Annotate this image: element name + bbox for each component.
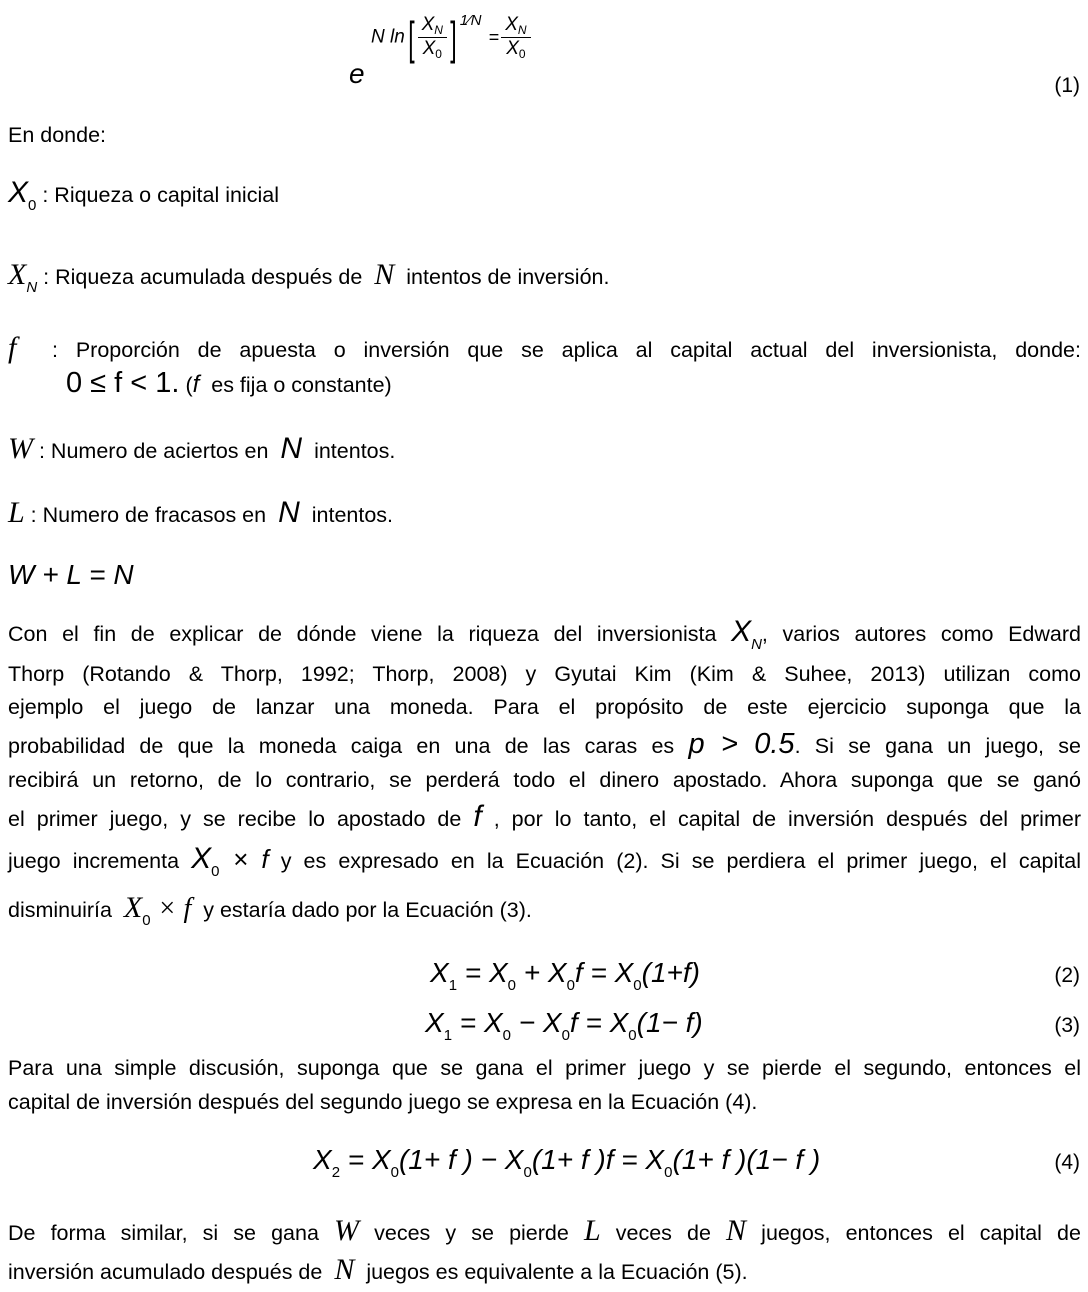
- x0-subscript: 0: [28, 197, 37, 214]
- xn-text-a: : Riqueza acumulada después de: [43, 265, 363, 289]
- def-xn: [8, 260, 1080, 295]
- para2-line2: capital de inversión después del segundo juego se expresa en la Ecuación (4).: [8, 1090, 758, 1114]
- p3-l1b: veces y se pierde: [374, 1221, 569, 1245]
- eq1-frac-den: X: [422, 38, 436, 59]
- f-text: : Proporción de apuesta o inversión que se aplica al capital actual del inversionista, donde:: [52, 338, 1081, 362]
- def-sum: [8, 560, 1080, 592]
- para3-line1: [8, 1213, 1081, 1252]
- eq2-mid2-sub: 0: [566, 977, 575, 994]
- def-l: [8, 498, 1080, 530]
- eq1-equals: =: [488, 26, 500, 47]
- para1-line6: [8, 799, 1081, 838]
- p3-l: L: [583, 1214, 601, 1247]
- l-n: N: [278, 496, 300, 529]
- eq1-frac-num: X: [421, 14, 435, 35]
- p1-l7-rest: × f: [219, 844, 269, 874]
- equation-2-number: (2): [1054, 964, 1080, 987]
- para1-line7: [8, 841, 1081, 883]
- eq4-lhs-sub: 2: [331, 1164, 341, 1181]
- p3-l1c: veces de: [615, 1221, 711, 1245]
- xn-symbol: X: [8, 258, 27, 291]
- xn-n: N: [374, 258, 395, 291]
- def-w: [8, 434, 1080, 466]
- p3-n: N: [726, 1214, 747, 1247]
- f-symbol: f: [8, 331, 17, 364]
- eq2-mid1: = X: [457, 957, 508, 988]
- p3-l1d: juegos, entonces el capital de: [761, 1221, 1081, 1245]
- p1-l4-math: p > 0.5: [688, 728, 795, 760]
- p1-l1b: , varios autores como Edward: [761, 622, 1081, 646]
- w-symbol: W: [8, 432, 33, 465]
- eq2-mid3: f = X: [574, 957, 634, 988]
- eq4-p1: = X: [340, 1144, 391, 1175]
- p1-xn-sub: N: [751, 636, 762, 653]
- x0-symbol: X: [8, 176, 29, 209]
- eq4-p2-sub: 0: [523, 1164, 532, 1181]
- eq4-lhs: X: [313, 1144, 332, 1175]
- p3-l1a: De forma similar, si se gana: [8, 1221, 319, 1245]
- p1-l8-rest: × f: [150, 893, 192, 924]
- p1-l8-x: X: [123, 891, 143, 924]
- para1-line5: recibirá un retorno, de lo contrario, se perderá todo el dinero apostado. Ahora suponga que se ganó: [8, 768, 1081, 792]
- p1-l8-sub: 0: [142, 912, 151, 929]
- def-x0: [8, 178, 1080, 213]
- eq1-exp-prefix: N ln: [371, 26, 405, 48]
- eq2-mid3-sub: 0: [633, 977, 642, 994]
- p1-l7-sub: 0: [211, 863, 220, 880]
- eq2-lhs-sub: 1: [448, 977, 458, 994]
- f-paren-text: es fija o constante): [211, 373, 392, 397]
- l-symbol: L: [8, 496, 25, 529]
- para1-line2: Thorp (Rotando & Thorp, 1992; Thorp, 2008) y Gyutai Kim (Kim & Suhee, 2013) utilizan como: [8, 662, 1081, 686]
- p3-l2a: inversión acumulado después de: [8, 1260, 323, 1284]
- intro-text: En donde:: [8, 123, 107, 147]
- f-range: 0 ≤ f < 1.: [66, 367, 180, 399]
- eq1-frac: [418, 14, 447, 61]
- def-f: [8, 330, 1081, 369]
- p1-l6b: , por lo tanto, el capital de inversión después del primer: [493, 807, 1081, 831]
- l-text-b: intentos.: [311, 503, 394, 527]
- eq1-exponent: [371, 11, 531, 64]
- w-l-n-sum: W + L = N: [8, 559, 134, 590]
- eq3-tail: (1− f): [636, 1007, 703, 1038]
- eq2-lhs: X: [430, 957, 449, 988]
- xn-subscript: N: [26, 279, 38, 296]
- p1-l7-x: X: [191, 842, 212, 875]
- p1-l7a: juego incrementa: [8, 849, 180, 873]
- p3-w: W: [334, 1214, 360, 1247]
- para3-line2: [8, 1255, 1080, 1287]
- eq3-mid1: = X: [452, 1007, 503, 1038]
- eq4-p3: (1+ f )f = X: [531, 1144, 665, 1175]
- eq2-mid1-sub: 0: [507, 977, 516, 994]
- p3-l2b: juegos es equivalente a la Ecuación (5).: [366, 1260, 748, 1284]
- x0-text: : Riqueza o capital inicial: [42, 183, 279, 207]
- eq3-lhs-sub: 1: [443, 1027, 453, 1044]
- l-text-a: : Numero de fracasos en: [30, 503, 267, 527]
- eq1-left-bracket: [: [407, 11, 415, 64]
- eq2-mid2: + X: [515, 957, 567, 988]
- eq4-p4: (1+ f )(1− f ): [672, 1144, 821, 1175]
- equation-3-number: (3): [1054, 1014, 1080, 1037]
- w-text-b: intentos.: [314, 439, 396, 463]
- eq3-mid2: − X: [510, 1007, 562, 1038]
- f-paren-f: f: [192, 371, 200, 398]
- eq1-base: e: [349, 58, 365, 89]
- para1-line3: ejemplo el juego de lanzar una moneda. Para el propósito de este ejercicio suponga que la: [8, 695, 1081, 719]
- p1-l7b: y es expresado en la Ecuación (2). Si se perdiera el primer juego, el capital: [280, 849, 1081, 873]
- w-text-a: : Numero de aciertos en: [38, 439, 269, 463]
- eq3-mid2-sub: 0: [561, 1027, 570, 1044]
- xn-text-b: intentos de inversión.: [406, 265, 610, 289]
- eq3-mid3: f = X: [569, 1007, 629, 1038]
- def-f-cont: [66, 368, 1080, 400]
- eq1-rhs-num: X: [505, 14, 518, 35]
- p1-l8b: y estaría dado por la Ecuación (3).: [203, 898, 532, 922]
- eq1-frac-den-sub: 0: [435, 47, 442, 61]
- eq1-rhs-den: X: [506, 38, 519, 59]
- eq1-right-bracket: ]: [450, 11, 457, 64]
- equation-4-number: (4): [1054, 1151, 1080, 1174]
- eq1-frac-num-sub: N: [434, 23, 443, 37]
- eq1-rhs-frac: [501, 14, 530, 61]
- p1-l4b: . Si se gana un juego, se: [794, 734, 1082, 758]
- p3-l2-n: N: [334, 1253, 355, 1286]
- eq3-mid3-sub: 0: [628, 1027, 637, 1044]
- p1-l6a: el primer juego, y se recibe lo apostado de: [8, 807, 462, 831]
- eq1-rhs-den-sub: 0: [518, 47, 526, 61]
- para1-line4: [8, 726, 1081, 765]
- eq1-rhs-num-sub: N: [517, 23, 527, 37]
- p1-l8a: disminuiría: [8, 898, 112, 922]
- eq4-p2: (1+ f ) − X: [398, 1144, 524, 1175]
- w-n: N: [280, 432, 303, 465]
- p1-xn-symbol: X: [731, 615, 752, 648]
- eq3-lhs: X: [425, 1007, 444, 1038]
- equation-3: [425, 1007, 703, 1044]
- eq1-power: 1⁄N: [459, 11, 482, 29]
- eq4-p1-sub: 0: [390, 1164, 399, 1181]
- eq3-mid1-sub: 0: [502, 1027, 511, 1044]
- equation-2: [430, 957, 700, 994]
- eq4-p3-sub: 0: [664, 1164, 673, 1181]
- p1-l6-f: f: [473, 800, 482, 833]
- f-paren-open: (: [185, 373, 193, 397]
- equation-1-number: (1): [1054, 74, 1080, 97]
- p1-l1a: Con el fin de explicar de dónde viene la riqueza del inversionista: [8, 622, 717, 646]
- para2-line1: Para una simple discusión, suponga que se gana el primer juego y se pierde el segundo, entonces el: [8, 1056, 1081, 1080]
- equation-1: [345, 0, 575, 95]
- equation-4: [313, 1144, 821, 1181]
- eq2-tail: (1+f): [641, 957, 700, 988]
- p1-l4a: probabilidad de que la moneda caiga en una de las caras es: [8, 734, 675, 758]
- para1-line1: [8, 614, 1081, 656]
- para1-line8: [8, 890, 1081, 932]
